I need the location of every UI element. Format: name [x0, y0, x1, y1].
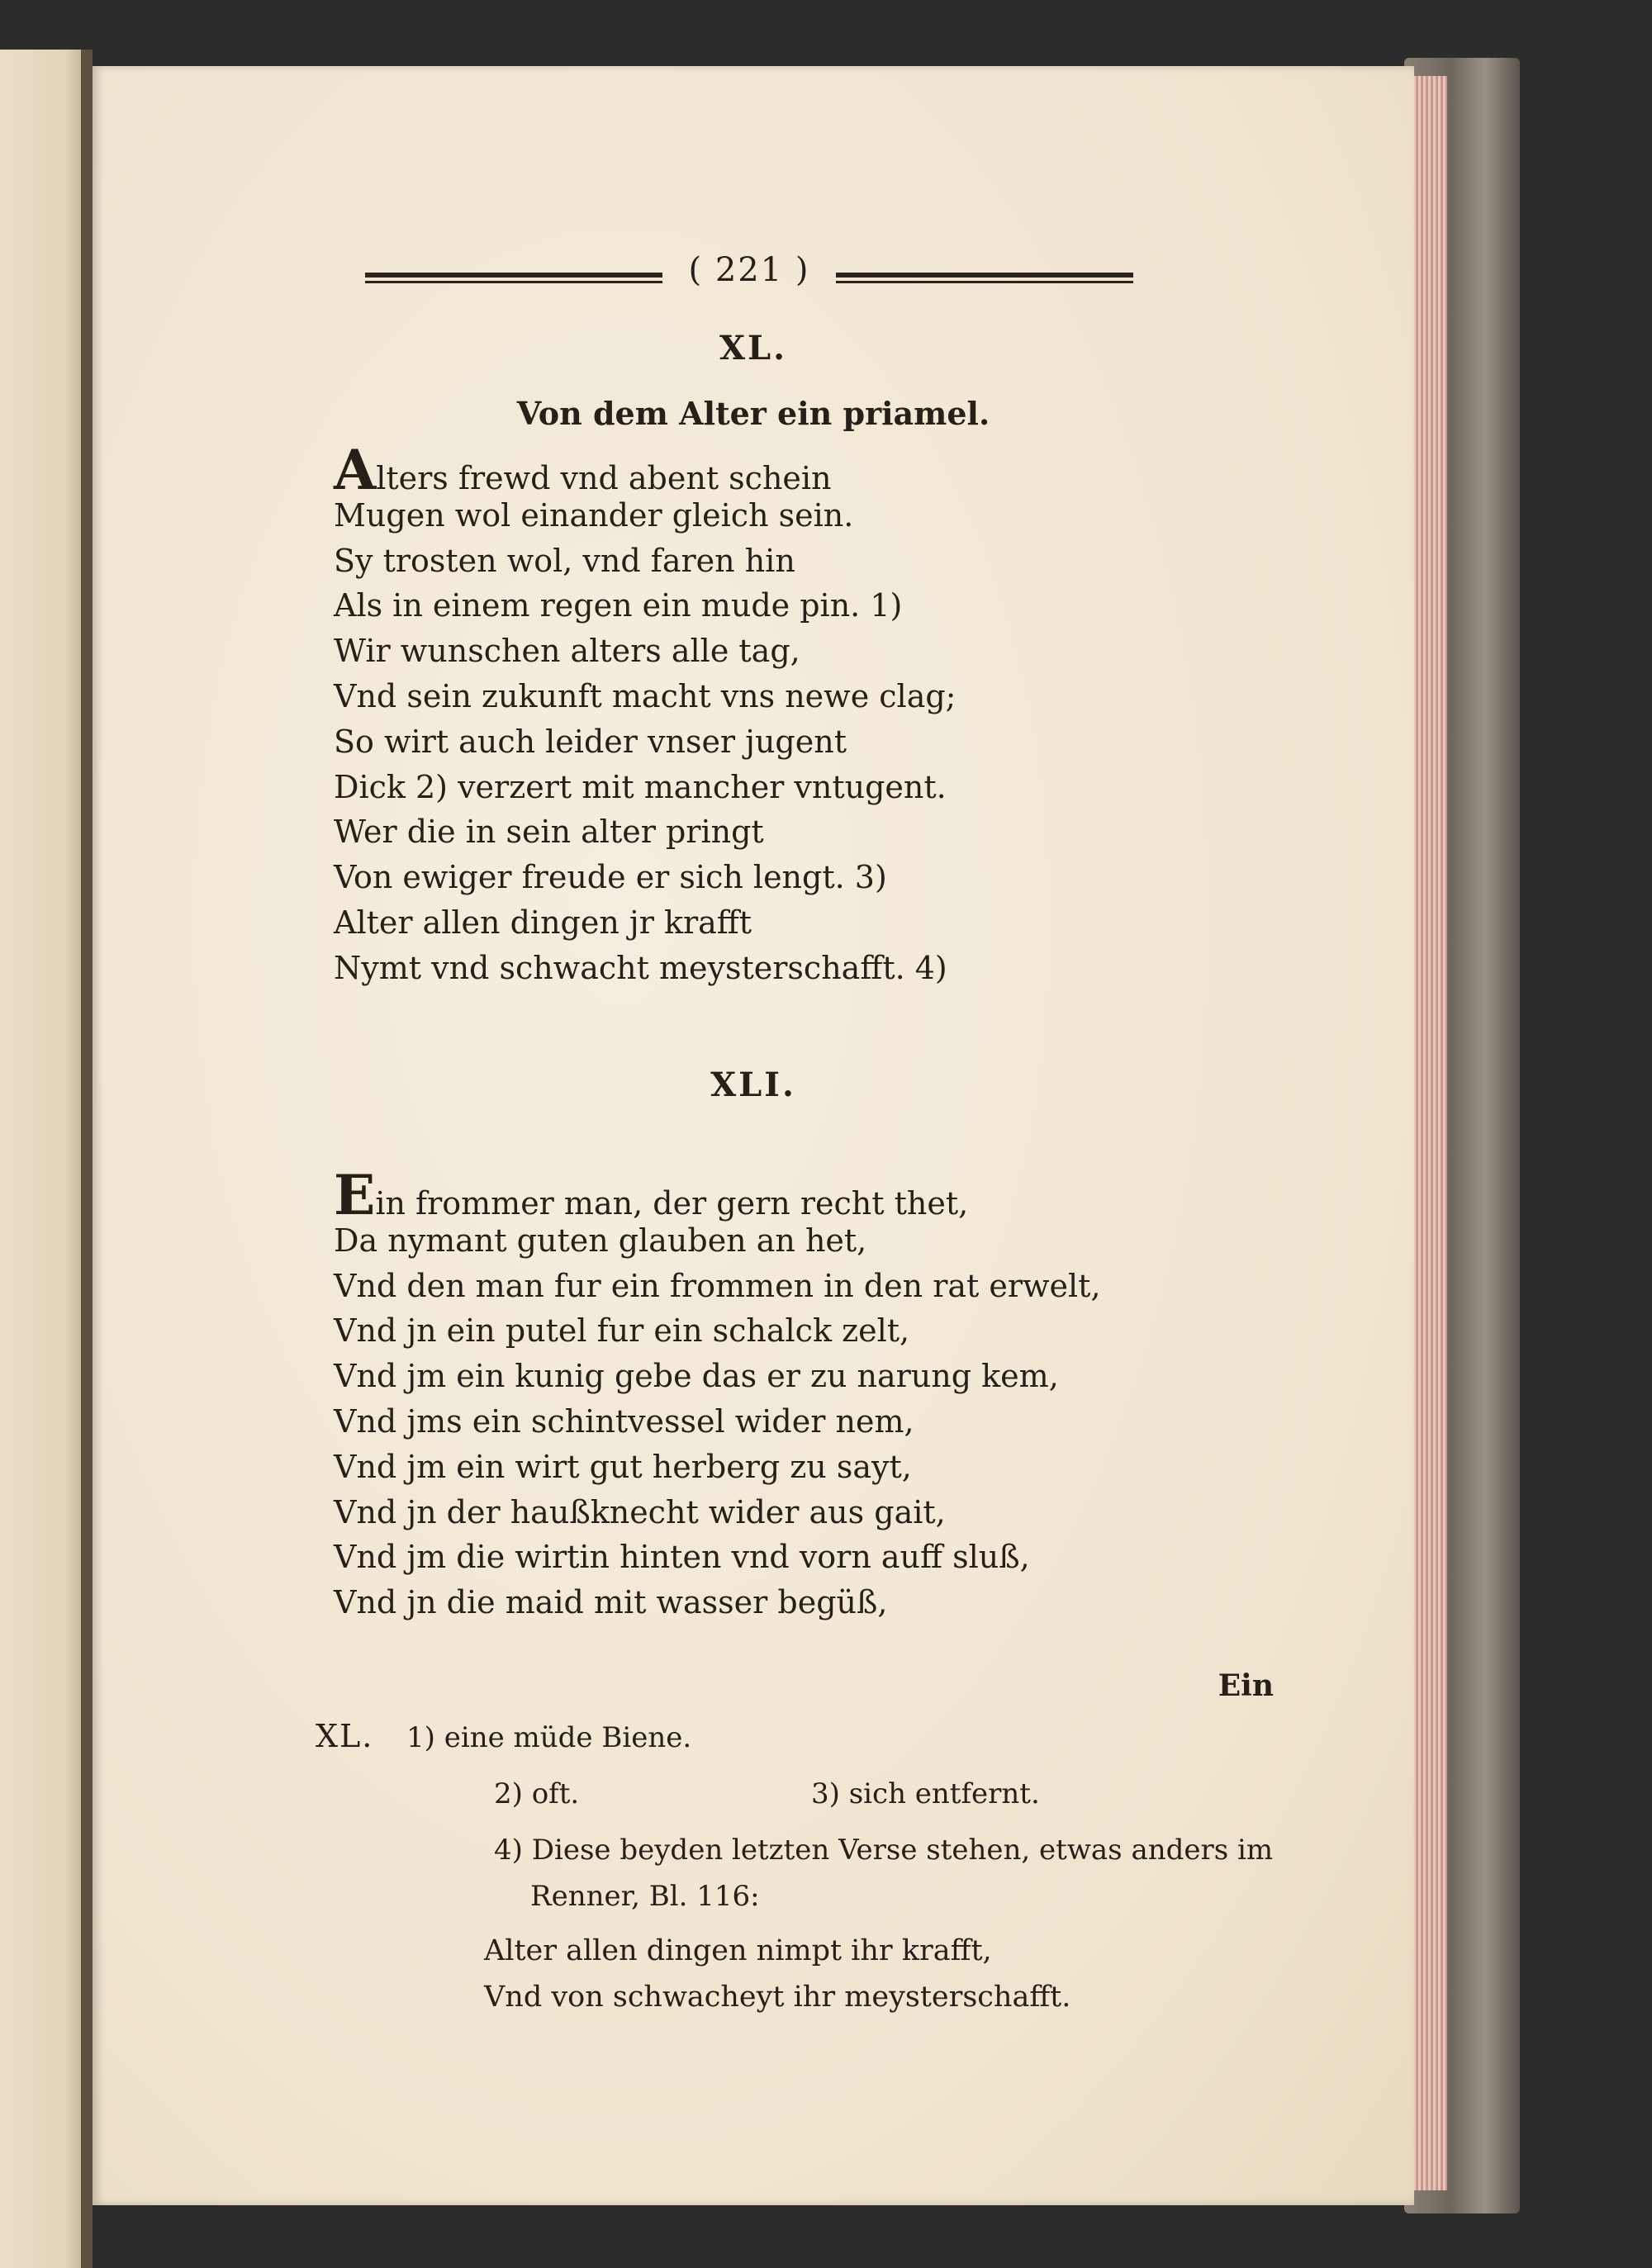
footnotes — [316, 1718, 1290, 2032]
verse-line: Nymt vnd schwacht meysterschafft. 4) — [334, 949, 947, 986]
section-heading-xli: XLI. — [710, 1065, 796, 1104]
verse-line: Vnd den man fur ein frommen in den rat erwelt, — [334, 1267, 1101, 1304]
footnote-3: 3) sich entfernt. — [811, 1777, 1040, 1810]
gutter-shadow — [81, 50, 93, 2268]
page-header — [365, 249, 1133, 316]
verse-line: Ein frommer man, der gern recht thet, — [334, 1163, 969, 1227]
verse-line: Alters frewd vnd abent schein — [334, 438, 832, 502]
page-number: ( 221 ) — [688, 251, 810, 289]
poem-xl — [334, 438, 957, 991]
verse-line: Vnd jn ein putel fur ein schalck zelt, — [334, 1312, 910, 1350]
footnote-4: 4) Diese beyden letzten Verse stehen, etwas anders im — [494, 1834, 1274, 1867]
verse-line: Vnd jms ein schintvessel wider nem, — [334, 1402, 914, 1440]
verse-line: Da nymant guten glauben an het, — [334, 1222, 867, 1259]
book-page — [93, 66, 1414, 2205]
verse-line: Mugen wol einander gleich sein. — [334, 496, 854, 534]
verse-line: Als in einem regen ein mude pin. 1) — [334, 587, 903, 624]
verse-line: Alter allen dingen jr krafft — [334, 904, 752, 941]
footnote-2: 2) oft. — [494, 1777, 580, 1810]
verse-line: Vnd jm ein wirt gut herberg zu sayt, — [334, 1448, 912, 1485]
left-page-edge — [0, 50, 93, 2268]
section-subtitle: Von dem Alter ein priamel. — [516, 395, 990, 432]
page-text — [93, 66, 1414, 2205]
verse-line: Vnd jm die wirtin hinten vnd vorn auff sluß, — [334, 1539, 1030, 1576]
verse-line: So wirt auch leider vnser jugent — [334, 723, 847, 760]
verse-line: Vnd jn der haußknecht wider aus gait, — [334, 1493, 946, 1530]
verse-line: Vnd sein zukunft macht vns newe clag; — [334, 677, 957, 714]
footnote-1: 1) eine müde Biene. — [406, 1721, 692, 1754]
footnote-4-source: Renner, Bl. 116: — [530, 1880, 760, 1913]
header-rule-right — [836, 273, 1133, 283]
section-heading-xl: XL. — [719, 329, 788, 368]
catchword: Ein — [1218, 1668, 1274, 1703]
verse-line: Sy trosten wol, vnd faren hin — [334, 542, 795, 579]
verse-line: Dick 2) verzert mit mancher vntugent. — [334, 768, 947, 805]
verse-line: Vnd jm ein kunig gebe das er zu narung kem, — [334, 1358, 1059, 1395]
footnote-quote-line: Vnd von schwacheyt ihr meysterschafft. — [484, 1981, 1071, 2014]
verse-line: Vnd jn die maid mit wasser begüß, — [334, 1584, 888, 1621]
footnote-label: XL. — [316, 1718, 374, 1754]
verse-line: Wir wunschen alters alle tag, — [334, 633, 800, 670]
verse-line: Wer die in sein alter pringt — [334, 814, 764, 851]
verse-line: Von ewiger freude er sich lengt. 3) — [334, 859, 887, 896]
footnote-quote-line: Alter allen dingen nimpt ihr krafft, — [484, 1934, 992, 1967]
poem-xli — [334, 1163, 1101, 1625]
